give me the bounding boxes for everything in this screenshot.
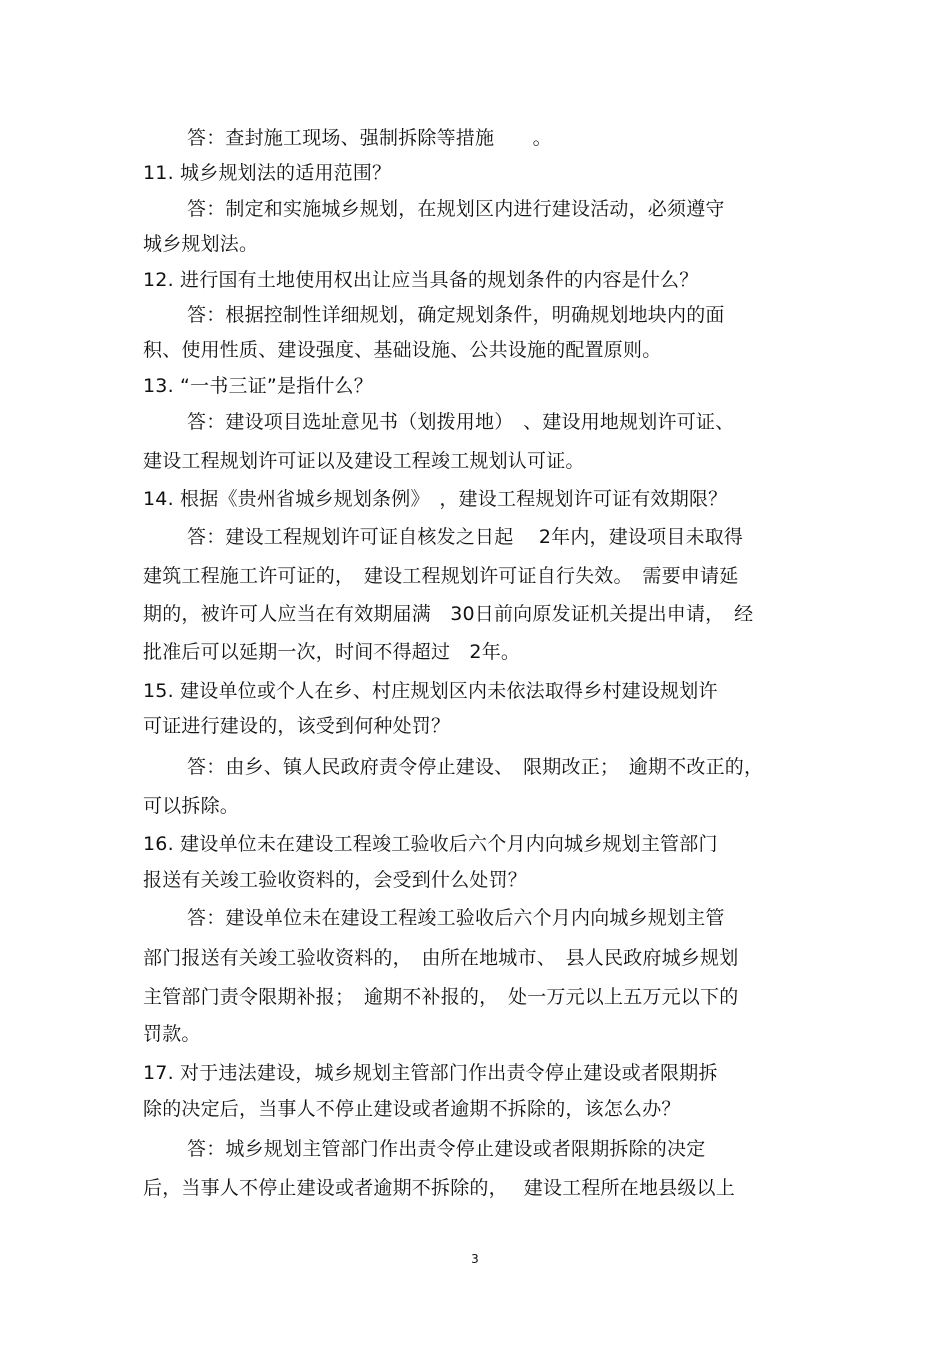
answer-line: 城乡规划法。: [143, 233, 259, 255]
question-heading: 除的决定后，当事人不停止建设或者逾期不拆除的，该怎么办？: [143, 1098, 681, 1120]
question-heading: 17. 对于违法建设，城乡规划主管部门作出责令停止建设或者限期拆: [143, 1062, 718, 1084]
question-heading: 13. “一书三证”是指什么？: [143, 375, 373, 397]
answer-line: 批准后可以延期一次，时间不得超过 2年。: [143, 641, 521, 663]
answer-line: 罚款。: [143, 1023, 201, 1045]
answer-line: 后，当事人不停止建设或者逾期不拆除的， 建设工程所在地县级以上: [143, 1177, 735, 1199]
answer-line: 答：建设工程规划许可证自核发之日起 2年内，建设项目未取得: [187, 526, 744, 548]
answer-line: 答：城乡规划主管部门作出责令停止建设或者限期拆除的决定: [187, 1138, 706, 1160]
question-heading: 可证进行建设的，该受到何种处罚？: [143, 715, 451, 737]
answer-line: 建筑工程施工许可证的， 建设工程规划许可证自行失效。 需要申请延: [143, 565, 739, 587]
answer-line: 主管部门责令限期补报； 逾期不补报的， 处一万元以上五万元以下的: [143, 986, 739, 1008]
answer-line: 答：建设单位未在建设工程竣工验收后六个月内向城乡规划主管: [187, 907, 725, 929]
question-heading: 15. 建设单位或个人在乡、村庄规划区内未依法取得乡村建设规划许: [143, 680, 718, 702]
answer-line: 积、使用性质、建设强度、基础设施、公共设施的配置原则。: [143, 339, 662, 361]
question-heading: 报送有关竣工验收资料的，会受到什么处罚？: [143, 869, 528, 891]
question-heading: 12. 进行国有土地使用权出让应当具备的规划条件的内容是什么？: [143, 269, 699, 291]
question-heading: 16. 建设单位未在建设工程竣工验收后六个月内向城乡规划主管部门: [143, 833, 718, 855]
answer-line: 部门报送有关竣工验收资料的， 由所在地城市、 县人民政府城乡规划: [143, 947, 739, 969]
answer-line: 建设工程规划许可证以及建设工程竣工规划认可证。: [143, 450, 585, 472]
page-number: 3: [471, 1252, 479, 1266]
answer-line: 答：制定和实施城乡规划，在规划区内进行建设活动，必须遵守: [187, 198, 725, 220]
answer-line: 期的，被许可人应当在有效期届满 30日前向原发证机关提出申请， 经: [143, 603, 754, 625]
answer-line: 答：建设项目选址意见书（划拨用地） 、建设用地规划许可证、: [187, 411, 735, 433]
answer-line: 可以拆除。: [143, 795, 240, 817]
question-heading: 11. 城乡规划法的适用范围？: [143, 162, 392, 184]
answer-line: 答：根据控制性详细规划，确定规划条件，明确规划地块内的面: [187, 304, 725, 326]
question-heading: 14. 根据《贵州省城乡规划条例》 ，建设工程规划许可证有效期限？: [143, 488, 728, 510]
answer-line: 答：由乡、镇人民政府责令停止建设、 限期改正； 逾期不改正的，: [187, 756, 764, 778]
answer-line: 答：查封施工现场、强制拆除等措施 。: [187, 127, 552, 149]
